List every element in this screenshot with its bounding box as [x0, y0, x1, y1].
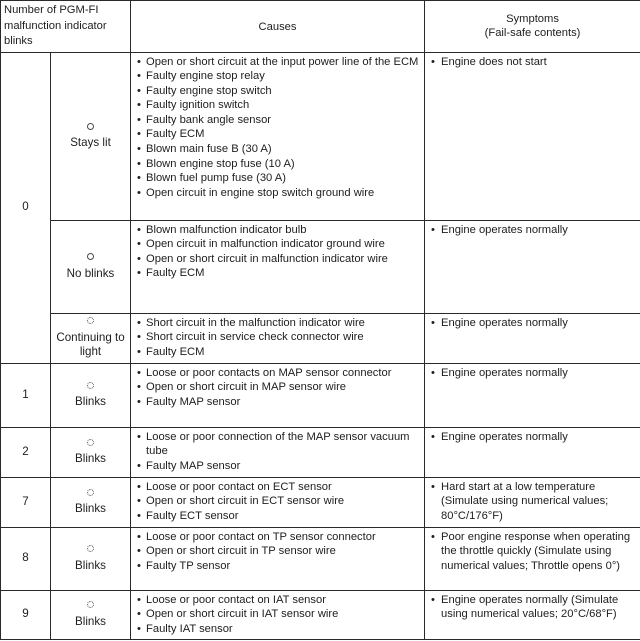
- list-item: • Short circuit in service check connector wire: [137, 330, 420, 345]
- causes-list: [131, 314, 424, 362]
- symptoms-cell: [425, 52, 640, 220]
- blink-count-0: 0: [1, 52, 51, 363]
- list-item: • Blown main fuse B (30 A): [137, 142, 420, 157]
- symptoms-list: [425, 364, 640, 383]
- list-item: • Faulty MAP sensor: [137, 459, 420, 474]
- causes-column-header: Causes: [131, 1, 425, 53]
- causes-cell: [131, 220, 425, 313]
- list-item: • Engine operates normally: [431, 366, 636, 381]
- list-item: • Blown malfunction indicator bulb: [137, 223, 420, 238]
- indicator-state-cell: [51, 313, 131, 363]
- causes-list: [131, 364, 424, 412]
- table-row-8: [1, 527, 640, 590]
- list-item: • Engine operates normally: [431, 430, 636, 445]
- indicator-state-cell: [51, 220, 131, 313]
- list-item: • Loose or poor contacts on MAP sensor connector: [137, 366, 420, 381]
- list-item: • Faulty engine stop relay: [137, 69, 420, 84]
- lamp-blink-icon: [87, 489, 94, 496]
- symptoms-list: [425, 314, 640, 333]
- table-row-1: [1, 363, 640, 427]
- list-item: • Open or short circuit in TP sensor wire: [137, 544, 420, 559]
- symptoms-cell: [425, 590, 640, 639]
- indicator-state-cell: [51, 590, 131, 639]
- list-item: • Faulty ECT sensor: [137, 509, 420, 524]
- indicator-state-label: Continuing to light: [56, 330, 125, 359]
- blink-count-7: 7: [1, 477, 51, 527]
- list-item: • Faulty ECM: [137, 266, 420, 281]
- indicator-state-label: Blinks: [75, 502, 106, 515]
- list-item: • Faulty MAP sensor: [137, 395, 420, 410]
- list-item: • Engine operates normally: [431, 223, 636, 238]
- indicator-state-label: No blinks: [66, 266, 115, 280]
- list-item: • Short circuit in the malfunction indicator wire: [137, 316, 420, 331]
- indicator-state-cell: [51, 52, 131, 220]
- list-item: • Loose or poor contact on IAT sensor: [137, 593, 420, 608]
- list-item: • Engine operates normally: [431, 316, 636, 331]
- symptoms-list: [425, 591, 640, 624]
- list-item: • Loose or poor contact on ECT sensor: [137, 480, 420, 495]
- causes-cell: [131, 52, 425, 220]
- indicator-state-label: Blinks: [75, 614, 106, 628]
- causes-list: [131, 53, 424, 203]
- lamp-lit-icon: [87, 317, 94, 324]
- list-item: • Engine does not start: [431, 55, 636, 70]
- indicator-state-label: Blinks: [75, 452, 106, 465]
- table-row-0-stays-lit: [1, 52, 640, 220]
- list-item: • Open circuit in malfunction indicator ground wire: [137, 237, 420, 252]
- number-column-header: Number of PGM-FI malfunction indicator blinks: [1, 1, 131, 53]
- causes-list: [131, 478, 424, 526]
- table-row-7: [1, 477, 640, 527]
- symptoms-cell: [425, 313, 640, 363]
- list-item: • Faulty IAT sensor: [137, 622, 420, 637]
- causes-cell: [131, 527, 425, 590]
- causes-cell: [131, 427, 425, 477]
- lamp-blink-icon: [87, 545, 94, 552]
- causes-cell: [131, 363, 425, 427]
- indicator-state-cell: [51, 427, 131, 477]
- symptoms-cell: [425, 477, 640, 527]
- list-item: • Poor engine response when operating the throttle quickly (Simulate using numerical values; Throttle opens 0°): [431, 530, 636, 574]
- indicator-state-label: Blinks: [75, 395, 106, 408]
- lamp-blink-icon: [87, 601, 94, 608]
- symptoms-list: [425, 428, 640, 447]
- lamp-blink-icon: [87, 382, 94, 389]
- list-item: • Blown engine stop fuse (10 A): [137, 157, 420, 172]
- list-item: • Open circuit in engine stop switch ground wire: [137, 186, 420, 201]
- list-item: • Open or short circuit in MAP sensor wire: [137, 380, 420, 395]
- indicator-state-cell: [51, 527, 131, 590]
- lamp-blink-icon: [87, 439, 94, 446]
- symptoms-list: [425, 53, 640, 72]
- list-item: • Open or short circuit in IAT sensor wire: [137, 607, 420, 622]
- causes-list: [131, 591, 424, 639]
- table-row-9: [1, 590, 640, 639]
- indicator-state-cell: [51, 477, 131, 527]
- symptoms-cell: [425, 527, 640, 590]
- table-row-0-no-blinks: [1, 220, 640, 313]
- causes-list: [131, 528, 424, 576]
- symptoms-list: [425, 478, 640, 526]
- symptoms-cell: [425, 427, 640, 477]
- blink-count-2: 2: [1, 427, 51, 477]
- list-item: • Faulty ECM: [137, 127, 420, 142]
- lamp-lit-icon: [87, 123, 94, 130]
- list-item: • Loose or poor connection of the MAP sensor vacuum tube: [137, 430, 420, 459]
- list-item: • Blown fuel pump fuse (30 A): [137, 171, 420, 186]
- list-item: • Open or short circuit in malfunction indicator wire: [137, 252, 420, 267]
- blink-count-1: 1: [1, 363, 51, 427]
- symptoms-cell: [425, 220, 640, 313]
- causes-list: [131, 428, 424, 476]
- table-row-2: [1, 427, 640, 477]
- list-item: • Faulty engine stop switch: [137, 84, 420, 99]
- symptoms-title: Symptoms: [506, 12, 559, 25]
- list-item: • Open or short circuit at the input power line of the ECM: [137, 55, 420, 70]
- causes-cell: [131, 313, 425, 363]
- list-item: • Faulty ECM: [137, 345, 420, 360]
- list-item: • Faulty TP sensor: [137, 559, 420, 574]
- causes-list: [131, 221, 424, 283]
- indicator-state-cell: [51, 363, 131, 427]
- symptoms-list: [425, 221, 640, 240]
- list-item: • Loose or poor contact on TP sensor connector: [137, 530, 420, 545]
- list-item: • Faulty ignition switch: [137, 98, 420, 113]
- symptoms-column-header: [425, 1, 640, 53]
- list-item: • Open or short circuit in ECT sensor wire: [137, 494, 420, 509]
- blink-count-9: 9: [1, 590, 51, 639]
- lamp-off-icon: [87, 253, 94, 260]
- indicator-state-label: Stays lit: [70, 136, 111, 149]
- symptoms-list: [425, 528, 640, 576]
- symptoms-cell: [425, 363, 640, 427]
- causes-cell: [131, 590, 425, 639]
- symptoms-subtitle: (Fail-safe contents): [484, 27, 581, 40]
- header-row: [1, 1, 640, 53]
- list-item: • Hard start at a low temperature (Simulate using numerical values; 80°C/176°F): [431, 480, 636, 524]
- causes-cell: [131, 477, 425, 527]
- table-row-0-continuing-to-light: [1, 313, 640, 363]
- blink-count-8: 8: [1, 527, 51, 590]
- list-item: • Faulty bank angle sensor: [137, 113, 420, 128]
- list-item: • Engine operates normally (Simulate using numerical values; 20°C/68°F): [431, 593, 636, 622]
- indicator-state-label: Blinks: [75, 558, 106, 572]
